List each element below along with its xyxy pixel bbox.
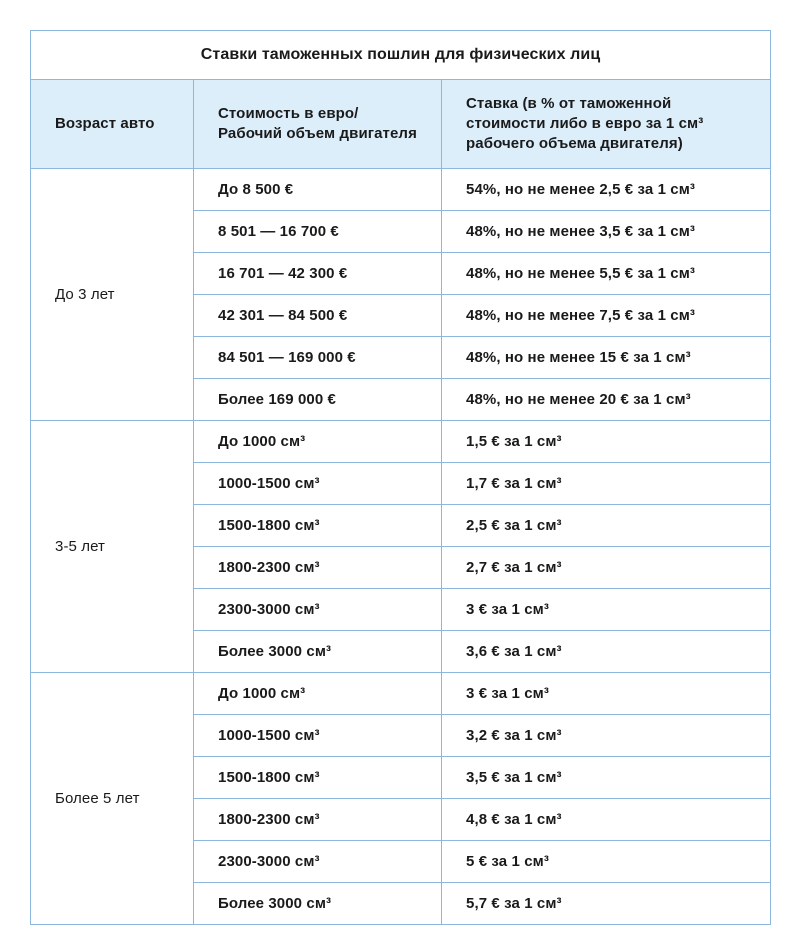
rate-cell: 48%, но не менее 7,5 € за 1 см³: [442, 295, 771, 337]
header-cost: [194, 80, 442, 169]
cost-cell: До 8 500 €: [194, 169, 442, 211]
rate-cell: 3,5 € за 1 см³: [442, 757, 771, 799]
rate-cell: 54%, но не менее 2,5 € за 1 см³: [442, 169, 771, 211]
cost-cell: 8 501 — 16 700 €: [194, 211, 442, 253]
rate-cell: 48%, но не менее 5,5 € за 1 см³: [442, 253, 771, 295]
rate-cell: 3 € за 1 см³: [442, 589, 771, 631]
cost-cell: 1000-1500 см³: [194, 463, 442, 505]
age-group-cell: Более 5 лет: [31, 673, 194, 925]
rate-cell: 2,7 € за 1 см³: [442, 547, 771, 589]
rate-cell: 1,7 € за 1 см³: [442, 463, 771, 505]
cost-cell: Более 3000 см³: [194, 631, 442, 673]
header-rate: [442, 80, 771, 169]
table-row: [31, 673, 771, 715]
table-row: [31, 169, 771, 211]
cost-cell: Более 3000 см³: [194, 883, 442, 925]
cost-cell: 42 301 — 84 500 €: [194, 295, 442, 337]
header-age-label: Возраст авто: [55, 115, 155, 132]
table-body: [31, 169, 771, 925]
cost-cell: Более 169 000 €: [194, 379, 442, 421]
cost-cell: 84 501 — 169 000 €: [194, 337, 442, 379]
header-rate-line-2: стоимости либо в евро за 1 см³: [466, 115, 704, 132]
rate-cell: 3 € за 1 см³: [442, 673, 771, 715]
header-age: [31, 80, 194, 169]
header-row: [31, 80, 771, 169]
rate-cell: 48%, но не менее 15 € за 1 см³: [442, 337, 771, 379]
cost-cell: До 1000 см³: [194, 673, 442, 715]
header-cost-line-1: Стоимость в евро/: [218, 105, 359, 122]
rate-cell: 5,7 € за 1 см³: [442, 883, 771, 925]
cost-cell: 1800-2300 см³: [194, 799, 442, 841]
cost-cell: До 1000 см³: [194, 421, 442, 463]
header-rate-line-1: Ставка (в % от таможенной: [466, 95, 672, 112]
cost-cell: 1000-1500 см³: [194, 715, 442, 757]
rate-cell: 4,8 € за 1 см³: [442, 799, 771, 841]
rate-cell: 2,5 € за 1 см³: [442, 505, 771, 547]
table-title: Ставки таможенных пошлин для физических лиц: [31, 31, 771, 80]
rate-cell: 3,6 € за 1 см³: [442, 631, 771, 673]
cost-cell: 16 701 — 42 300 €: [194, 253, 442, 295]
header-cost-line-2: Рабочий объем двигателя: [218, 125, 417, 142]
rate-cell: 3,2 € за 1 см³: [442, 715, 771, 757]
cost-cell: 1500-1800 см³: [194, 505, 442, 547]
age-group-cell: 3-5 лет: [31, 421, 194, 673]
cost-cell: 1800-2300 см³: [194, 547, 442, 589]
cost-cell: 2300-3000 см³: [194, 841, 442, 883]
rate-cell: 5 € за 1 см³: [442, 841, 771, 883]
rate-cell: 48%, но не менее 20 € за 1 см³: [442, 379, 771, 421]
rate-cell: 48%, но не менее 3,5 € за 1 см³: [442, 211, 771, 253]
header-rate-line-3: рабочего объема двигателя): [466, 135, 683, 152]
customs-duty-table: [30, 30, 771, 925]
cost-cell: 2300-3000 см³: [194, 589, 442, 631]
cost-cell: 1500-1800 см³: [194, 757, 442, 799]
customs-duty-table-container: [30, 30, 770, 925]
table-row: [31, 421, 771, 463]
age-group-cell: До 3 лет: [31, 169, 194, 421]
rate-cell: 1,5 € за 1 см³: [442, 421, 771, 463]
